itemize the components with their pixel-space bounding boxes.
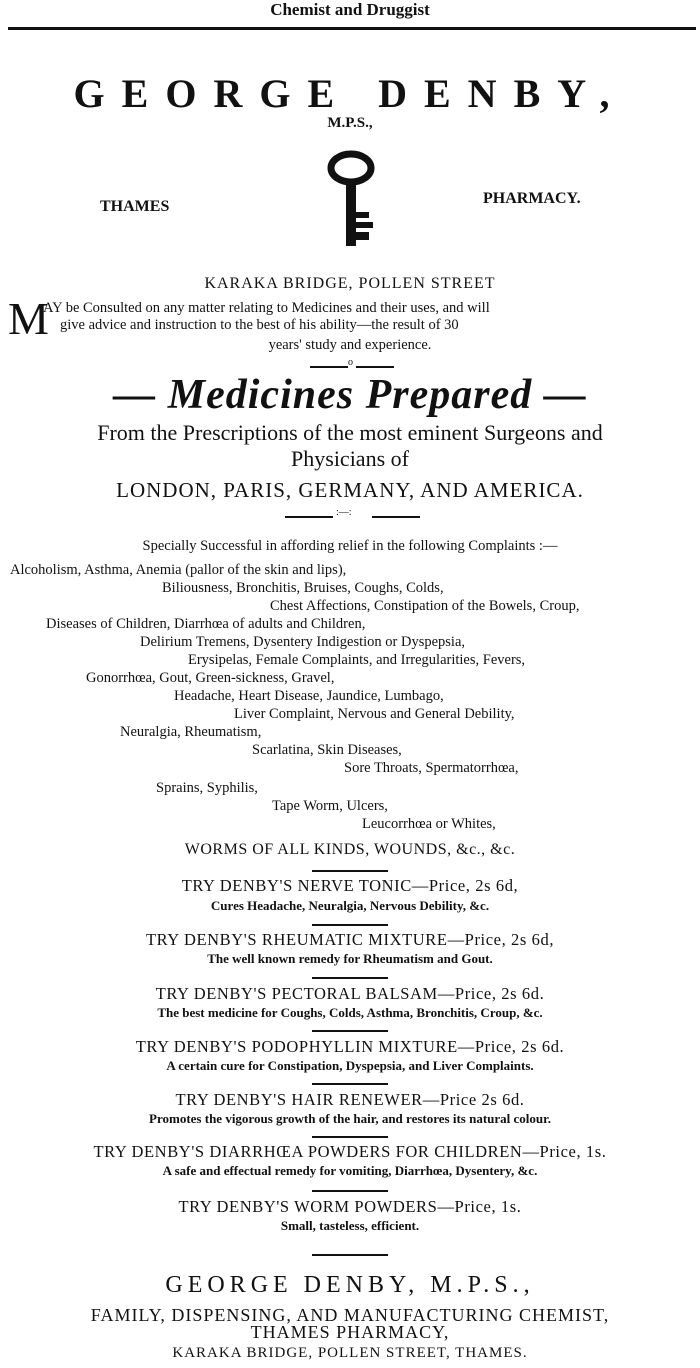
product-rule	[312, 1083, 388, 1085]
complaint-line: Leucorrhœa or Whites,	[362, 816, 496, 832]
product-rule	[312, 870, 388, 872]
product-desc: Promotes the vigorous growth of the hair, and restores its natural colour.	[149, 1111, 551, 1126]
header-rule	[8, 27, 696, 30]
complaints-intro: Specially Successful in affording relief in the following Complaints :—	[142, 538, 558, 554]
complaints-final: WORMS OF ALL KINDS, WOUNDS, &c., &c.	[184, 841, 516, 858]
key-icon	[325, 150, 377, 250]
footer-name: GEORGE DENBY, M.P.S.,	[165, 1272, 535, 1298]
prescriptions-line-1: From the Prescriptions of the most eminent Surgeons and	[97, 420, 603, 445]
advertiser-name: GEORGE DENBY,	[73, 71, 627, 116]
product-title: TRY DENBY'S DIARRHŒA POWDERS FOR CHILDREN—Price, 1s.	[93, 1142, 607, 1161]
complaint-line: Gonorrhœa, Gout, Green-sickness, Gravel,	[86, 670, 335, 686]
product-title: TRY DENBY'S HAIR RENEWER—Price 2s 6d.	[175, 1090, 525, 1109]
product-desc: The well known remedy for Rheumatism and Gout.	[207, 951, 493, 966]
prepared-title: — Medicines Prepared —	[113, 372, 587, 418]
complaint-line: Chest Affections, Constipation of the Bowels, Croup,	[270, 598, 580, 614]
consult-line-1: AY be Consulted on any matter relating to Medicines and their uses, and will	[43, 300, 490, 316]
complaint-line: Erysipelas, Female Complaints, and Irregularities, Fevers,	[188, 652, 526, 668]
complaint-line: Diseases of Children, Diarrhœa of adults and Children,	[46, 616, 366, 632]
complaint-line: Scarlatina, Skin Diseases,	[252, 742, 402, 758]
product-desc: Small, tasteless, efficient.	[280, 1218, 420, 1233]
sign-left-text: THAMES	[100, 198, 170, 215]
consult-line-2: give advice and instruction to the best of his ability—the result of 30	[60, 317, 459, 333]
product-title: TRY DENBY'S NERVE TONIC—Price, 2s 6d,	[181, 876, 519, 895]
product-title: TRY DENBY'S WORM POWDERS—Price, 1s.	[178, 1197, 522, 1216]
footer-line-2: THAMES PHARMACY,	[250, 1322, 450, 1342]
complaint-line: Delirium Tremens, Dysentery Indigestion or Dyspepsia,	[140, 634, 466, 650]
address-line: KARAKA BRIDGE, POLLEN STREET	[204, 275, 496, 292]
complaint-line: Liver Complaint, Nervous and General Debility,	[234, 706, 515, 722]
page-header: Chemist and Druggist	[270, 0, 430, 19]
footer-line-1: FAMILY, DISPENSING, AND MANUFACTURING CHEMIST,	[90, 1305, 610, 1325]
footer-address: KARAKA BRIDGE, POLLEN STREET, THAMES.	[172, 1345, 528, 1361]
complaint-line: Alcoholism, Asthma, Anemia (pallor of the skin and lips),	[10, 562, 347, 578]
complaint-line: Headache, Heart Disease, Jaundice, Lumbago,	[174, 688, 444, 704]
prescriptions-line-2: Physicians of	[291, 446, 409, 471]
footer-rule	[312, 1254, 388, 1256]
product-desc: A safe and effectual remedy for vomiting, Diarrhœa, Dysentery, &c.	[162, 1163, 538, 1178]
divider-right	[356, 366, 394, 368]
consult-line-3: years' study and experience.	[268, 337, 432, 353]
cities-line: LONDON, PARIS, GERMANY, AND AMERICA.	[116, 478, 584, 502]
product-rule	[312, 1030, 388, 1032]
product-title: TRY DENBY'S PECTORAL BALSAM—Price, 2s 6d.	[155, 984, 545, 1003]
product-rule	[312, 1190, 388, 1192]
credentials: M.P.S.,	[327, 115, 373, 131]
divider-o: o	[348, 357, 353, 368]
complaint-line: Biliousness, Bronchitis, Bruises, Coughs, Colds,	[162, 580, 444, 596]
product-rule	[312, 1136, 388, 1138]
product-desc: A certain cure for Constipation, Dyspepsia, and Liver Complaints.	[166, 1058, 534, 1073]
divider2-left	[285, 516, 333, 518]
sign-right-text: PHARMACY.	[483, 190, 581, 207]
complaint-line: Sprains, Syphilis,	[156, 780, 258, 796]
product-rule	[312, 977, 388, 979]
divider2-mid: :—:	[336, 507, 352, 518]
product-rule	[312, 924, 388, 926]
product-title: TRY DENBY'S PODOPHYLLIN MIXTURE—Price, 2s 6d.	[135, 1037, 565, 1056]
complaint-line: Neuralgia, Rheumatism,	[120, 724, 262, 740]
consult-dropcap: M	[8, 293, 49, 344]
product-desc: Cures Headache, Neuralgia, Nervous Debility, &c.	[210, 898, 490, 913]
product-desc: The best medicine for Coughs, Colds, Asthma, Bronchitis, Croup, &c.	[157, 1005, 543, 1020]
complaint-line: Sore Throats, Spermatorrhœa,	[344, 760, 519, 776]
divider-left	[310, 366, 348, 368]
product-title: TRY DENBY'S RHEUMATIC MIXTURE—Price, 2s 6d,	[145, 930, 555, 949]
divider2-right	[372, 516, 420, 518]
complaint-line: Tape Worm, Ulcers,	[272, 798, 388, 814]
